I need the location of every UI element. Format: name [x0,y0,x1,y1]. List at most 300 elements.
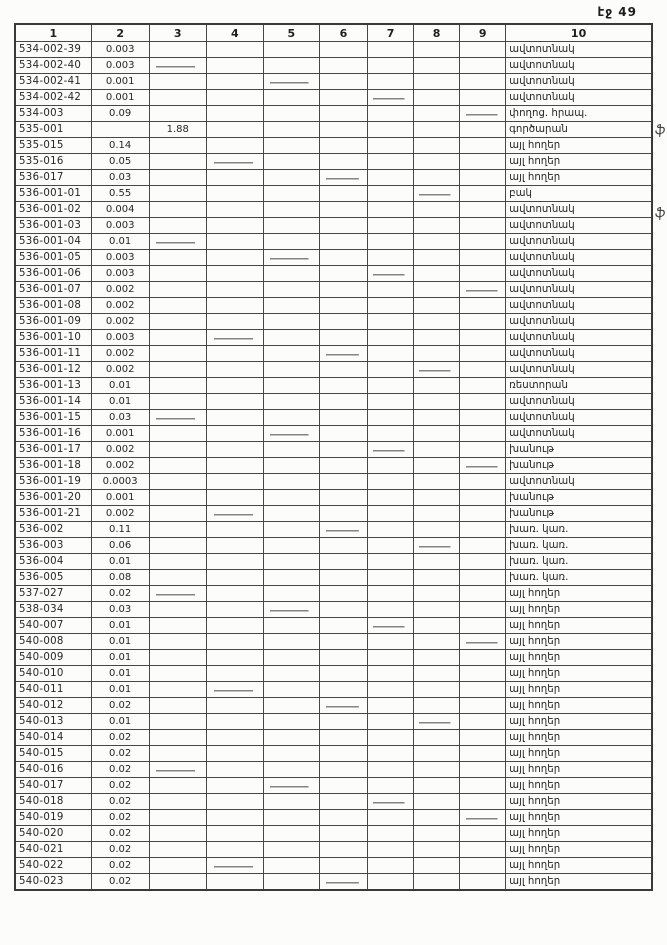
table-cell [319,186,367,202]
table-cell: 0.02 [91,762,149,778]
table-cell [206,154,263,170]
table-cell [206,458,263,474]
table-cell [149,682,206,698]
table-row [15,570,652,586]
table-cell [460,554,506,570]
table-cell [367,122,413,138]
table-cell: այլ հողեր [506,650,652,666]
table-cell [263,586,319,602]
table-cell [367,346,413,362]
table-cell [149,282,206,298]
table-row [15,842,652,858]
table-cell [263,554,319,570]
table-row [15,154,652,170]
table-cell [460,442,506,458]
table-cell: 0.02 [91,810,149,826]
table-cell: 0.02 [91,794,149,810]
table-cell: 0.05 [91,154,149,170]
table-cell [460,218,506,234]
table-cell: 536-001-16 [15,426,91,442]
table-cell [149,810,206,826]
table-cell [319,378,367,394]
table-cell: 0.09 [91,106,149,122]
table-cell: 534-002-41 [15,74,91,90]
table-cell [460,394,506,410]
table-row [15,202,652,218]
table-cell [263,234,319,250]
table-cell: 540-014 [15,730,91,746]
table-cell [414,778,460,794]
table-cell: ավտոտնակ [506,90,652,106]
table-cell [206,186,263,202]
table-cell [460,474,506,490]
table-cell [367,186,413,202]
table-row [15,714,652,730]
table-cell [319,794,367,810]
table-cell: այլ հողեր [506,714,652,730]
column-header: 4 [206,24,263,42]
table-cell [263,138,319,154]
table-cell [460,762,506,778]
table-cell: 536-001-14 [15,394,91,410]
table-cell: 536-001-07 [15,282,91,298]
table-row [15,362,652,378]
table-cell: 0.001 [91,74,149,90]
table-cell [414,730,460,746]
table-cell [206,570,263,586]
table-cell [263,842,319,858]
table-cell [414,90,460,106]
table-cell [367,794,413,810]
table-cell [460,202,506,218]
table-cell [149,154,206,170]
table-cell [367,842,413,858]
table-row [15,250,652,266]
table-cell: 0.002 [91,282,149,298]
table-cell: 0.14 [91,138,149,154]
table-cell: գործարան [506,122,652,138]
table-cell: 0.01 [91,714,149,730]
table-cell [263,810,319,826]
table-cell [149,298,206,314]
table-cell [206,138,263,154]
table-cell [367,474,413,490]
table-cell [319,570,367,586]
table-cell: 0.02 [91,842,149,858]
table-cell [460,810,506,826]
table-cell [263,394,319,410]
table-row [15,282,652,298]
table-cell [319,746,367,762]
table-cell: 536-001-11 [15,346,91,362]
table-cell [263,682,319,698]
table-cell: 540-021 [15,842,91,858]
table-cell [206,666,263,682]
table-cell: ավտոտնակ [506,346,652,362]
table-row [15,58,652,74]
table-cell [460,746,506,762]
table-cell [367,42,413,58]
table-row [15,298,652,314]
table-cell [263,634,319,650]
table-cell [206,282,263,298]
table-cell [319,698,367,714]
table-cell [149,538,206,554]
column-header: 3 [149,24,206,42]
table-cell [460,282,506,298]
table-cell [414,122,460,138]
table-cell [460,42,506,58]
table-cell: ավտոտնակ [506,298,652,314]
table-cell: ավտոտնակ [506,202,652,218]
table-cell [206,490,263,506]
column-header: 10 [506,24,652,42]
table-cell [460,234,506,250]
table-cell [367,90,413,106]
table-cell: 0.002 [91,442,149,458]
table-cell: ավտոտնակ [506,266,652,282]
table-cell: 536-001-08 [15,298,91,314]
table-cell [263,106,319,122]
table-cell [367,282,413,298]
table-row [15,858,652,874]
table-cell: այլ հողեր [506,842,652,858]
table-cell: խանութ [506,442,652,458]
table-cell [414,170,460,186]
column-header: 1 [15,24,91,42]
table-cell: 540-008 [15,634,91,650]
table-cell: 540-023 [15,874,91,891]
table-cell [263,378,319,394]
table-cell [263,154,319,170]
table-cell [319,282,367,298]
table-cell [414,106,460,122]
table-cell: այլ հողեր [506,666,652,682]
table-cell: 536-001-02 [15,202,91,218]
table-cell: 536-005 [15,570,91,586]
table-cell [414,298,460,314]
table-cell [206,826,263,842]
table-cell [263,410,319,426]
table-cell [319,506,367,522]
table-cell [206,394,263,410]
table-cell [367,538,413,554]
table-cell: 0.02 [91,778,149,794]
table-cell [149,490,206,506]
table-cell [367,858,413,874]
table-row [15,346,652,362]
table-cell: 0.03 [91,410,149,426]
table-cell [460,794,506,810]
table-row [15,682,652,698]
table-cell [414,554,460,570]
table-cell [206,218,263,234]
table-cell [206,746,263,762]
table-cell [319,266,367,282]
table-cell: 540-015 [15,746,91,762]
table-cell [206,874,263,891]
table-cell [460,170,506,186]
table-cell [460,426,506,442]
table-cell [367,522,413,538]
table-cell [206,506,263,522]
table-cell [460,458,506,474]
table-cell [460,586,506,602]
table-cell [367,314,413,330]
table-cell: 536-001-04 [15,234,91,250]
table-cell [414,458,460,474]
table-cell [367,762,413,778]
table-cell [206,842,263,858]
table-cell: ավտոտնակ [506,314,652,330]
table-cell: փողոց. հրապ. [506,106,652,122]
table-cell [414,714,460,730]
table-cell [319,810,367,826]
table-cell [367,170,413,186]
table-cell [460,666,506,682]
table-cell: այլ հողեր [506,618,652,634]
table-cell: 536-001-09 [15,314,91,330]
table-cell: 540-007 [15,618,91,634]
table-cell [460,538,506,554]
table-cell: 536-001-21 [15,506,91,522]
table-cell [206,202,263,218]
table-cell [414,490,460,506]
table-cell [149,602,206,618]
table-cell [367,250,413,266]
table-cell [460,826,506,842]
table-cell [149,58,206,74]
table-cell [149,506,206,522]
table-cell [414,410,460,426]
table-cell [319,778,367,794]
table-cell [263,426,319,442]
table-cell [263,122,319,138]
table-cell [149,842,206,858]
table-row [15,538,652,554]
table-cell [367,826,413,842]
table-cell: 540-019 [15,810,91,826]
table-row [15,122,652,138]
table-cell: 0.02 [91,730,149,746]
table-cell [206,858,263,874]
table-cell [367,234,413,250]
table-cell [319,682,367,698]
table-cell: 538-034 [15,602,91,618]
table-cell [319,522,367,538]
table-cell [263,858,319,874]
table-cell [206,170,263,186]
table-cell [367,778,413,794]
table-cell [263,362,319,378]
table-row [15,394,652,410]
table-cell [149,426,206,442]
table-cell: խանութ [506,490,652,506]
table-cell: 0.01 [91,682,149,698]
table-cell [206,106,263,122]
table-cell [206,266,263,282]
handwritten-margin-mark: ֆ [653,122,666,139]
table-cell [460,250,506,266]
table-cell [263,826,319,842]
table-cell: այլ հողեր [506,794,652,810]
table-cell: ավտոտնակ [506,58,652,74]
table-cell [319,858,367,874]
table-cell [367,618,413,634]
table-cell [414,858,460,874]
table-cell: 0.02 [91,746,149,762]
table-cell: 0.01 [91,234,149,250]
table-cell [319,42,367,58]
table-cell: 0.02 [91,586,149,602]
table-row [15,522,652,538]
table-cell [460,634,506,650]
table-cell [367,666,413,682]
table-cell [263,90,319,106]
table-row [15,138,652,154]
table-cell [367,810,413,826]
table-cell: 540-013 [15,714,91,730]
table-cell [206,442,263,458]
table-cell [319,154,367,170]
table-cell: 536-001-15 [15,410,91,426]
table-cell: ավտոտնակ [506,42,652,58]
table-cell [149,634,206,650]
table-cell [367,442,413,458]
table-cell [263,874,319,891]
table-cell [149,218,206,234]
table-cell: 0.02 [91,858,149,874]
table-cell: 536-004 [15,554,91,570]
column-header: 8 [414,24,460,42]
table-cell [149,746,206,762]
table-row [15,602,652,618]
table-cell: 535-016 [15,154,91,170]
table-cell [414,266,460,282]
table-cell [319,234,367,250]
table-cell: 0.002 [91,362,149,378]
table-cell [414,282,460,298]
table-cell [319,602,367,618]
table-cell [149,330,206,346]
table-cell [460,650,506,666]
table-cell [367,106,413,122]
table-cell [206,522,263,538]
table-cell [319,714,367,730]
table-cell [149,250,206,266]
table-cell [319,90,367,106]
table-row [15,554,652,570]
table-cell [263,522,319,538]
table-cell [319,826,367,842]
table-cell: խառ. կառ. [506,554,652,570]
table-cell [414,154,460,170]
table-cell: 536-001-19 [15,474,91,490]
table-cell [149,170,206,186]
table-cell [263,202,319,218]
table-cell: ավտոտնակ [506,394,652,410]
table-cell: այլ հողեր [506,810,652,826]
table-cell [367,58,413,74]
table-cell [263,746,319,762]
table-cell: այլ հողեր [506,730,652,746]
table-cell [460,570,506,586]
table-cell [206,362,263,378]
table-cell: 536-001-13 [15,378,91,394]
table-cell: 0.001 [91,426,149,442]
table-cell [263,218,319,234]
table-cell: 536-001-12 [15,362,91,378]
table-cell: այլ հողեր [506,874,652,891]
table-cell [460,602,506,618]
table-cell: 0.0003 [91,474,149,490]
table-cell [367,154,413,170]
table-cell [367,298,413,314]
column-header: 7 [367,24,413,42]
table-cell [206,122,263,138]
table-cell [263,714,319,730]
table-cell: 0.01 [91,378,149,394]
table-cell [460,778,506,794]
table-row [15,650,652,666]
table-cell [460,682,506,698]
table-cell [460,266,506,282]
table-cell [263,794,319,810]
table-cell: 0.02 [91,698,149,714]
table-cell [414,746,460,762]
table-cell: 0.002 [91,458,149,474]
table-cell [206,778,263,794]
table-cell [460,362,506,378]
table-cell [149,698,206,714]
table-cell [414,74,460,90]
table-cell [367,634,413,650]
table-cell: 534-003 [15,106,91,122]
table-cell: 536-002 [15,522,91,538]
table-cell: 534-002-40 [15,58,91,74]
table-cell: 536-001-10 [15,330,91,346]
table-cell [206,90,263,106]
table-row [15,442,652,458]
table-cell: 0.001 [91,90,149,106]
table-cell [319,842,367,858]
table-cell: ավտոտնակ [506,330,652,346]
table-cell [149,362,206,378]
table-cell [367,874,413,891]
table-cell [367,218,413,234]
table-cell [263,778,319,794]
table-cell [149,666,206,682]
table-row [15,74,652,90]
table-cell [149,826,206,842]
table-cell [414,874,460,891]
table-cell [460,874,506,891]
table-row [15,106,652,122]
table-cell [149,714,206,730]
table-cell [414,234,460,250]
table-cell [460,74,506,90]
table-cell [263,490,319,506]
table-cell [263,666,319,682]
table-cell [149,730,206,746]
table-cell [206,474,263,490]
table-cell [206,650,263,666]
table-cell [149,106,206,122]
table-cell [367,378,413,394]
table-cell: այլ հողեր [506,602,652,618]
table-cell [149,586,206,602]
table-cell: այլ հողեր [506,634,652,650]
